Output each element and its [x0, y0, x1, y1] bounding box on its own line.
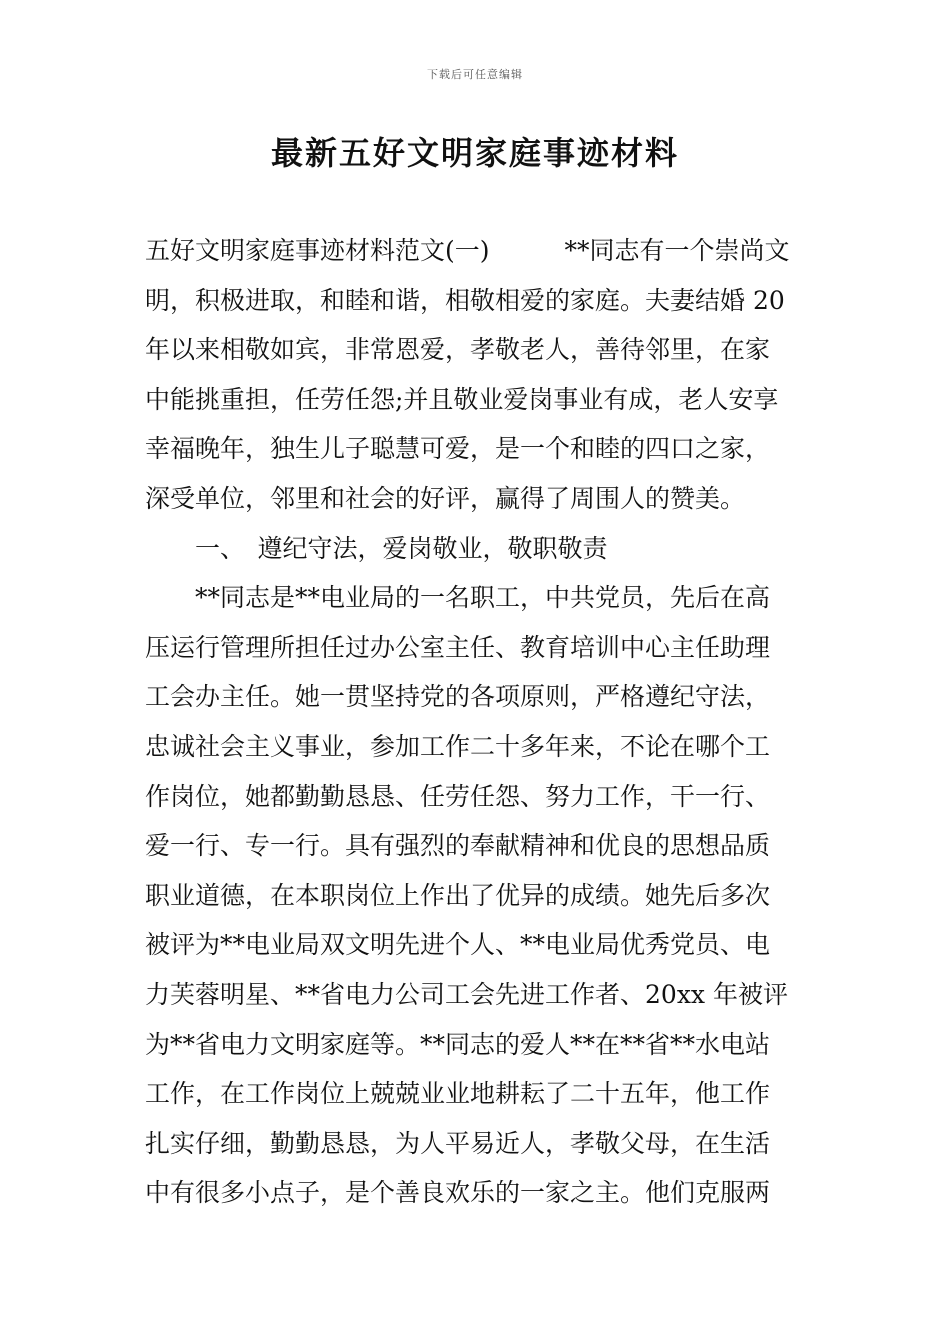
paragraph-line: 扎实仔细，勤勤恳恳，为人平易近人，孝敬父母，在生活 [145, 1128, 771, 1158]
paragraph-line: 年以来相敬如宾，非常恩爱，孝敬老人，善待邻里，在家 [145, 335, 771, 365]
paragraph-line: 爱一行、专一行。具有强烈的奉献精神和优良的思想品质 [145, 831, 771, 861]
paragraph-line: 中能挑重担，任劳任怨;并且敬业爱岗事业有成，老人安享 [145, 384, 779, 414]
document-body [145, 226, 815, 1218]
paragraph-line: **同志是**电业局的一名职工，中共党员，先后在高 [195, 583, 771, 613]
paragraph-line: 为**省电力文明家庭等。**同志的爱人**在**省**水电站 [145, 1029, 771, 1059]
paragraph-line: 忠诚社会主义事业，参加工作二十多年来，不论在哪个工 [145, 731, 771, 761]
paragraph-line: 深受单位，邻里和社会的好评，赢得了周围人的赞美。 [145, 483, 746, 513]
section-heading: 一、 遵纪守法，爱岗敬业，敬职敬责 [195, 533, 608, 563]
paragraph-line: 中有很多小点子，是个善良欢乐的一家之主。他们克服两 [145, 1178, 771, 1208]
document-title: 最新五好文明家庭事迹材料 [270, 134, 679, 172]
paragraph-line: 工作，在工作岗位上兢兢业业地耕耘了二十五年，他工作 [145, 1079, 771, 1109]
paragraph-line: 五好文明家庭事迹材料范文(一) **同志有一个崇尚文 [145, 236, 790, 265]
paragraph-line: 职业道德，在本职岗位上作出了优异的成绩。她先后多次 [145, 880, 771, 910]
paragraph-line: 作岗位，她都勤勤恳恳、任劳任怨、努力工作，干一行、 [145, 781, 771, 811]
paragraph-line: 被评为**电业局双文明先进个人、**电业局优秀党员、电 [145, 930, 771, 960]
paragraph-line: 明，积极进取，和睦和谐，相敬相爱的家庭。夫妻结婚 20 [145, 285, 785, 315]
header-note: 下载后可任意编辑 [427, 68, 523, 81]
paragraph-line: 幸福晚年，独生儿子聪慧可爱，是一个和睦的四口之家， [145, 434, 771, 464]
paragraph-line: 力芙蓉明星、**省电力公司工会先进工作者、20xx 年被评 [145, 979, 788, 1009]
paragraph-line: 压运行管理所担任过办公室主任、教育培训中心主任助理 [145, 632, 771, 662]
paragraph-line: 工会办主任。她一贯坚持党的各项原则，严格遵纪守法， [145, 682, 771, 712]
